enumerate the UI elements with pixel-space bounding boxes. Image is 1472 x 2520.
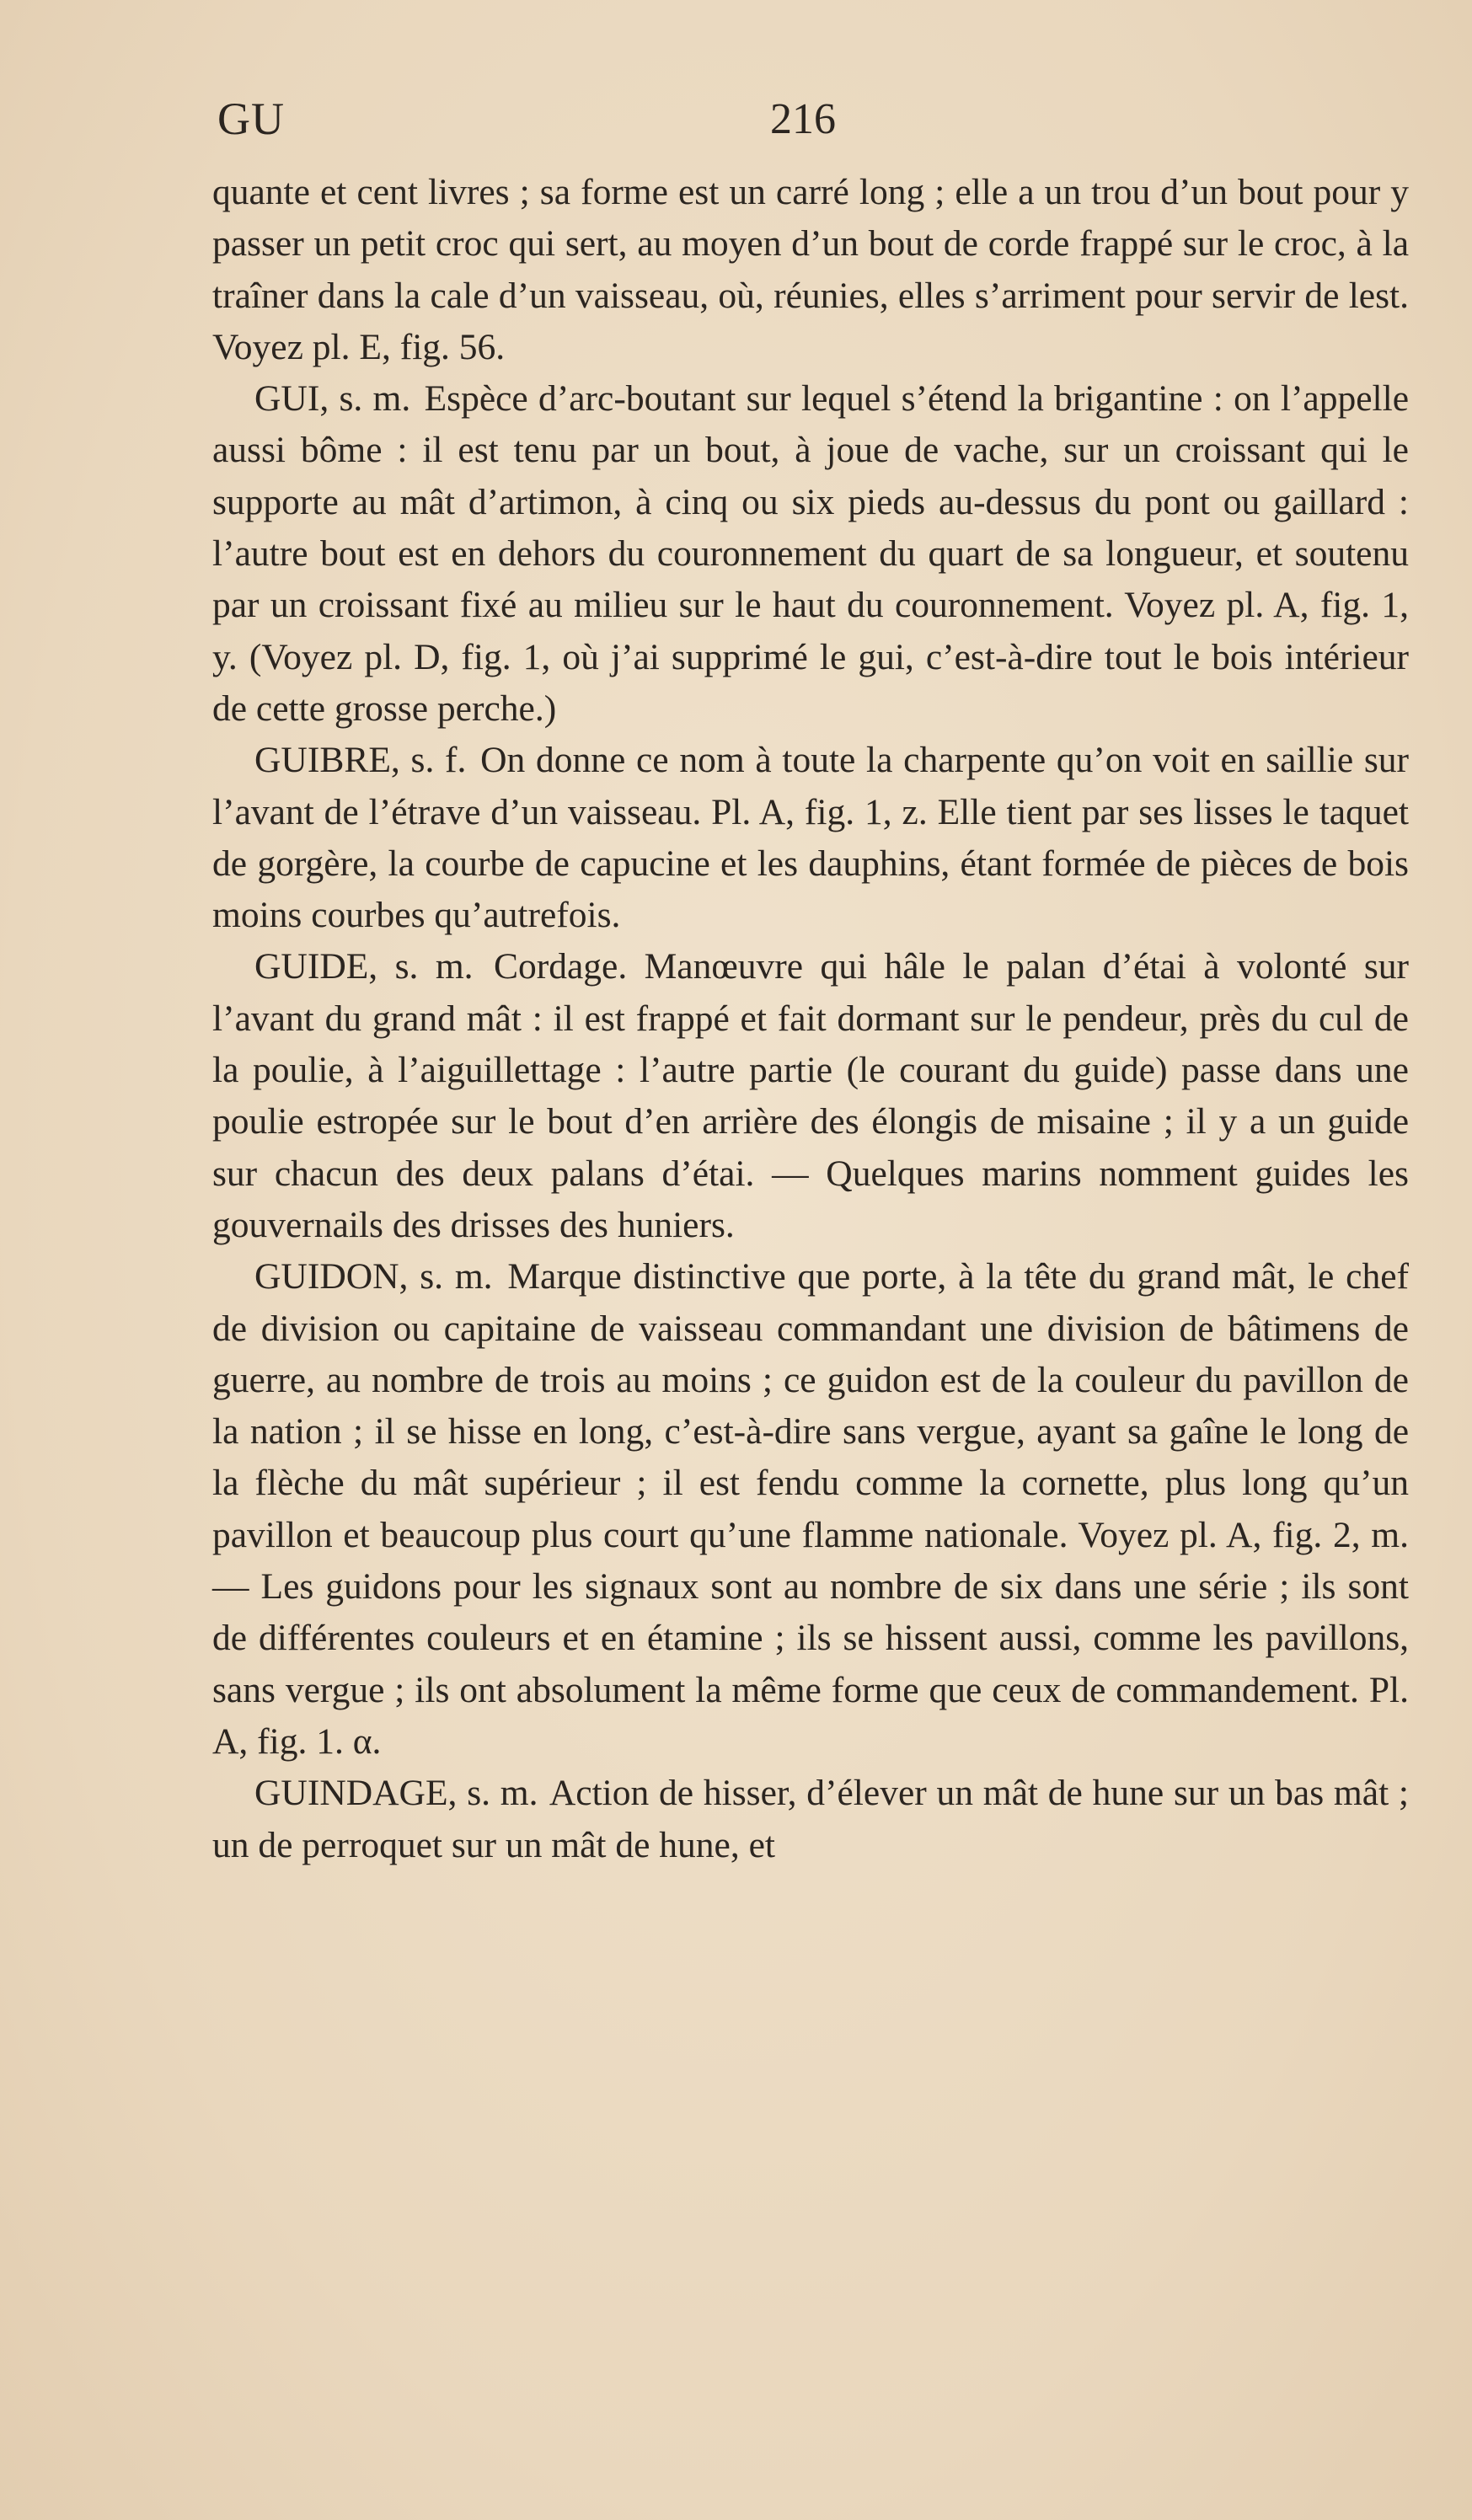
entry-guidon [212, 1251, 1409, 1768]
entry-grammar: s. m. [339, 378, 411, 420]
entry-guide [212, 941, 1409, 1251]
page-number: 216 [770, 95, 836, 143]
entry-text: Espèce d’arc-boutant sur lequel s’étend la brigantine : on l’appelle aussi bôme : il est tenu par un bout, à joue de vache, sur un croissant qui le supporte au mât d’artimon, à cinq ou six pieds au-dessus du pont ou gaillard : l’autre bout est en dehors du couronnement du quart de sa longueur, et soutenu par un croissant fixé au milieu sur le haut du couronnement. Voyez pl. A, fig. 1, y. (Voyez pl. D, fig. 1, où j’ai supprimé le gui, c’est-à-dire tout le bois intérieur de cette grosse perche.) [212, 378, 1410, 729]
entry-grammar: s. m. [467, 1773, 538, 1814]
entry-text: Action de hisser, d’élever un mât de hune sur un bas mât ; un de perroquet sur un mât de hune, et [212, 1773, 1410, 1865]
entry-guindage [212, 1768, 1409, 1871]
page-header [212, 84, 1409, 167]
entry-text: On donne ce nom à toute la charpente qu’on voit en saillie sur l’avant de l’étrave d’un vaisseau. Pl. A, fig. 1, z. Elle tient par ses lisses le taquet de gorgère, la courbe de capucine et les dauphins, étant formée de pièces de bois moins courbes qu’autrefois. [212, 740, 1410, 936]
entry-grammar: s. m. [420, 1256, 493, 1297]
entry-text: quante et cent livres ; sa forme est un carré long ; elle a un trou d’un bout pour y passer un petit croc qui sert, au moyen d’un bout de corde frappé sur le croc, à la traîner dans la cale d’un vaisseau, où, réunies, elles s’arriment pour servir de lest. Voyez pl. E, fig. 56. [212, 172, 1409, 367]
book-page [212, 84, 1409, 1871]
entry-headword: GUIDE, [254, 946, 378, 987]
entry-text: Cordage. Manœuvre qui hâle le palan d’étai à volonté sur l’avant du grand mât : il est frappé et fait dormant sur le pendeur, près du cul de la poulie, à l’aiguillettage : l’autre partie (le courant du guide) passe dans une poulie estropée sur le bout d’en arrière des élongis de misaine ; il y a un guide sur chacun des deux palans d’étai. — Quelques marins nomment guides les gouvernails des drisses des huniers. [212, 946, 1410, 1245]
entry-continuation [212, 167, 1409, 373]
entry-headword: GUIBRE, [254, 740, 400, 781]
entry-headword: GUINDAGE, [254, 1773, 458, 1814]
running-head: GU [217, 94, 285, 144]
entry-text: Marque distinctive que porte, à la tête du grand mât, le chef de division ou capitaine de vaisseau commandant une division de bâtimens de guerre, au nombre de trois au moins ; ce guidon est de la couleur du pavillon de la nation ; il se hisse en long, c’est-à-dire sans vergue, ayant sa gaîne le long de la flèche du mât supérieur ; il est fendu comme la cornette, plus long qu’un pavillon et beaucoup plus court qu’une flamme nationale. Voyez pl. A, fig. 2, m. — Les guidons pour les signaux sont au nombre de six dans une série ; ils sont de différentes couleurs et en étamine ; ils se hissent aussi, comme les pavillons, sans vergue ; ils ont absolument la même forme que ceux de commandement. Pl. A, fig. 1. α. [212, 1256, 1409, 1762]
entry-guibre [212, 735, 1409, 941]
entry-gui [212, 373, 1409, 735]
entry-headword: GUI, [254, 378, 329, 420]
dictionary-text [212, 167, 1409, 1871]
entry-grammar: s. m. [394, 946, 474, 987]
entry-headword: GUIDON, [254, 1256, 409, 1297]
entry-grammar: s. f. [410, 740, 467, 781]
